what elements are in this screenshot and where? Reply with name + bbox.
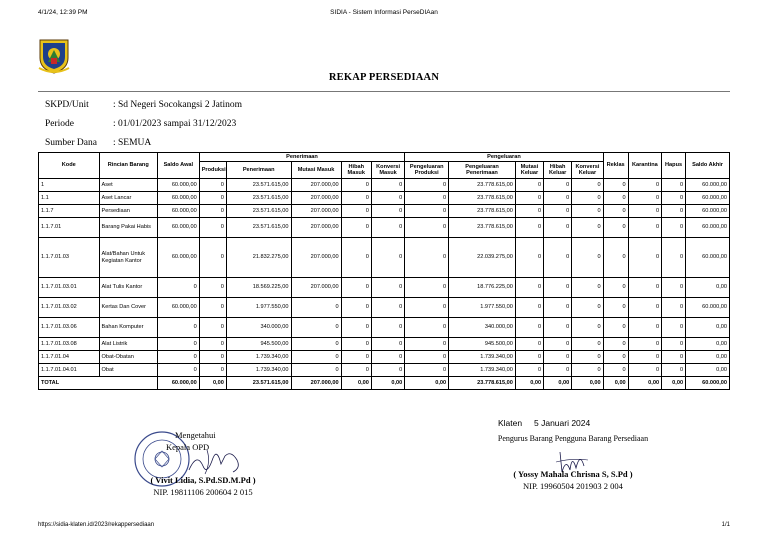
table-row: [39, 278, 730, 298]
signature-left-icon: [185, 446, 245, 478]
header-penerimaan: Penerimaan: [226, 162, 291, 179]
cell-rincian: Bahan Komputer: [99, 318, 157, 338]
cell-value: 0: [628, 205, 661, 218]
table-row: [39, 238, 730, 278]
cell-value: 340.000,00: [226, 318, 291, 338]
cell-total-value: 23.778.615,00: [449, 377, 516, 390]
cell-value: 60.000,00: [686, 298, 730, 318]
cell-value: 0: [628, 238, 661, 278]
cell-value: 340.000,00: [449, 318, 516, 338]
cell-value: 0: [371, 179, 404, 192]
info-label: Periode: [45, 119, 75, 129]
cell-value: 0: [515, 298, 543, 318]
cell-value: 0: [544, 318, 572, 338]
info-sumber-dana: [45, 138, 151, 148]
cell-value: 0: [544, 238, 572, 278]
header-pengeluaran-penerimaan: Pengeluaran Penerimaan: [449, 162, 516, 179]
cell-value: 0: [405, 364, 449, 377]
cell-total-value: 0,00: [544, 377, 572, 390]
info-label: SKPD/Unit: [45, 100, 89, 110]
header-group-pengeluaran: Pengeluaran: [405, 153, 603, 162]
cell-value: 60.000,00: [157, 192, 199, 205]
header-mutasi-keluar: Mutasi Keluar: [515, 162, 543, 179]
sig-left-nip: NIP. 19811106 200604 2 015: [153, 487, 253, 497]
cell-value: 0: [572, 218, 603, 238]
cell-value: 23.571.615,00: [226, 218, 291, 238]
sig-left-line2: Kepala OPD: [166, 442, 210, 452]
cell-value: 0: [157, 351, 199, 364]
cell-value: 0: [157, 364, 199, 377]
cell-value: 0: [662, 298, 686, 318]
cell-value: 0: [515, 205, 543, 218]
cell-value: 0: [199, 238, 226, 278]
table-row: [39, 364, 730, 377]
cell-total-value: 207.000,00: [291, 377, 341, 390]
header-konversi-keluar: Konversi Keluar: [572, 162, 603, 179]
table-row: [39, 192, 730, 205]
cell-value: 0: [341, 179, 371, 192]
cell-kode: 1.1: [39, 192, 100, 205]
cell-value: 0: [572, 278, 603, 298]
cell-total-value: 0,00: [515, 377, 543, 390]
cell-value: 0: [662, 218, 686, 238]
cell-value: 0: [572, 192, 603, 205]
cell-value: 0: [603, 318, 628, 338]
header-hapus: Hapus: [662, 153, 686, 179]
cell-value: 23.571.615,00: [226, 205, 291, 218]
cell-value: 207.000,00: [291, 238, 341, 278]
cell-value: 23.778.615,00: [449, 205, 516, 218]
info-periode: [45, 119, 236, 129]
cell-value: 0: [572, 338, 603, 351]
cell-value: 0: [515, 364, 543, 377]
cell-value: 0: [515, 179, 543, 192]
cell-value: 60.000,00: [686, 238, 730, 278]
cell-value: 0: [544, 338, 572, 351]
cell-value: 0: [341, 238, 371, 278]
cell-value: 0: [405, 351, 449, 364]
cell-rincian: Aset Lancar: [99, 192, 157, 205]
cell-value: 1.739.340,00: [449, 364, 516, 377]
cell-value: 945.500,00: [449, 338, 516, 351]
cell-value: 0: [515, 351, 543, 364]
cell-value: 0: [603, 364, 628, 377]
cell-value: 0: [662, 179, 686, 192]
cell-value: 23.571.615,00: [226, 192, 291, 205]
cell-total-value: 60.000,00: [686, 377, 730, 390]
cell-kode: 1.1.7.01.04.01: [39, 364, 100, 377]
cell-value: 22.039.275,00: [449, 238, 516, 278]
cell-value: 0: [157, 278, 199, 298]
cell-value: 1.739.340,00: [226, 351, 291, 364]
cell-value: 60.000,00: [157, 218, 199, 238]
cell-value: 60.000,00: [157, 205, 199, 218]
cell-value: 0: [544, 179, 572, 192]
sig-right-name: ( Yossy Mahala Chrisna S, S.Pd ): [513, 469, 633, 479]
cell-value: 0: [405, 218, 449, 238]
table-row: [39, 205, 730, 218]
cell-value: 0: [572, 205, 603, 218]
cell-rincian: Kertas Dan Cover: [99, 298, 157, 318]
cell-value: 0: [405, 238, 449, 278]
cell-value: 0: [341, 351, 371, 364]
cell-value: 1.977.550,00: [449, 298, 516, 318]
cell-value: 0: [603, 205, 628, 218]
cell-value: 0: [515, 238, 543, 278]
header-saldo-akhir: Saldo Akhir: [686, 153, 730, 179]
sig-right-role: Pengurus Barang Pengguna Barang Persediaan: [497, 434, 649, 443]
header-saldo-awal: Saldo Awal: [157, 153, 199, 179]
cell-value: 0: [199, 278, 226, 298]
cell-value: 23.778.615,00: [449, 179, 516, 192]
cell-value: 1.977.550,00: [226, 298, 291, 318]
table-row: [39, 218, 730, 238]
cell-total-value: 0,00: [199, 377, 226, 390]
cell-value: 0: [371, 218, 404, 238]
table-total-row: [39, 377, 730, 390]
header-produksi: Produksi: [199, 162, 226, 179]
cell-value: 0: [199, 318, 226, 338]
cell-value: 0: [371, 364, 404, 377]
cell-value: 0: [544, 298, 572, 318]
cell-value: 0: [199, 351, 226, 364]
cell-value: 0: [603, 218, 628, 238]
rekap-table: [38, 152, 730, 390]
rekap-table-body: [39, 179, 730, 390]
cell-value: 0: [371, 338, 404, 351]
cell-value: 0: [628, 218, 661, 238]
cell-total-value: 60.000,00: [157, 377, 199, 390]
sig-right-date: 5 Januari 2024: [534, 418, 591, 428]
cell-value: 0: [572, 318, 603, 338]
info-label: Sumber Dana: [45, 138, 97, 148]
cell-value: 0: [341, 192, 371, 205]
print-url: https://sidia-klaten.id/2023/rekappersediaan: [38, 522, 155, 528]
cell-value: 207.000,00: [291, 192, 341, 205]
cell-kode: 1.1.7.01.03.02: [39, 298, 100, 318]
cell-value: 0: [341, 205, 371, 218]
cell-value: 0: [341, 364, 371, 377]
cell-value: 0: [515, 318, 543, 338]
cell-value: 0: [291, 364, 341, 377]
cell-value: 18.569.225,00: [226, 278, 291, 298]
cell-value: 207.000,00: [291, 179, 341, 192]
print-page-number: 1/1: [721, 522, 730, 528]
header-mutasi-masuk: Mutasi Masuk: [291, 162, 341, 179]
cell-value: 0: [515, 278, 543, 298]
cell-total-value: 0,00: [662, 377, 686, 390]
cell-kode: 1.1.7.01: [39, 218, 100, 238]
cell-value: 0: [371, 318, 404, 338]
cell-rincian: Alat/Bahan Untuk Kegiatan Kantor: [99, 238, 157, 278]
cell-value: 0: [603, 351, 628, 364]
header-karantina: Karantina: [628, 153, 661, 179]
cell-value: 0: [371, 298, 404, 318]
cell-value: 60.000,00: [686, 179, 730, 192]
cell-value: 0,00: [686, 318, 730, 338]
cell-kode: 1.1.7.01.03.01: [39, 278, 100, 298]
cell-value: 0: [405, 179, 449, 192]
cell-value: 0: [515, 338, 543, 351]
cell-value: 0: [628, 364, 661, 377]
cell-value: 1.739.340,00: [449, 351, 516, 364]
cell-value: 0: [544, 218, 572, 238]
table-row: [39, 351, 730, 364]
cell-value: 0: [572, 364, 603, 377]
cell-value: 0: [341, 298, 371, 318]
cell-value: 0: [662, 364, 686, 377]
cell-rincian: Aset: [99, 179, 157, 192]
cell-value: 0: [371, 205, 404, 218]
cell-total-value: 0,00: [603, 377, 628, 390]
header-pengeluaran-produksi: Pengeluaran Produksi: [405, 162, 449, 179]
cell-value: 207.000,00: [291, 278, 341, 298]
cell-value: 0: [544, 192, 572, 205]
cell-value: 60.000,00: [686, 192, 730, 205]
cell-value: 60.000,00: [157, 179, 199, 192]
cell-value: 207.000,00: [291, 218, 341, 238]
info-value: : 01/01/2023 sampai 31/12/2023: [113, 119, 237, 129]
cell-value: 0: [199, 338, 226, 351]
title-divider: [38, 91, 730, 92]
cell-value: 0: [603, 192, 628, 205]
table-row: [39, 179, 730, 192]
cell-value: 0: [371, 192, 404, 205]
cell-rincian: Alat Tulis Kantor: [99, 278, 157, 298]
cell-value: 0: [405, 192, 449, 205]
cell-value: 60.000,00: [157, 298, 199, 318]
info-value: : SEMUA: [113, 138, 152, 148]
cell-value: 23.778.615,00: [449, 218, 516, 238]
cell-value: 0: [157, 318, 199, 338]
cell-value: 0: [291, 351, 341, 364]
cell-value: 0: [341, 218, 371, 238]
cell-value: 0: [157, 338, 199, 351]
sig-left-line1: Mengetahui: [175, 430, 216, 440]
cell-value: 0: [572, 298, 603, 318]
cell-total-value: 23.571.615,00: [226, 377, 291, 390]
cell-value: 0: [341, 338, 371, 351]
cell-value: 18.776.225,00: [449, 278, 516, 298]
header-kode: Kode: [39, 153, 100, 179]
sig-left-name: ( Vivit Lidia, S.Pd.SD.M.Pd ): [150, 475, 256, 485]
cell-value: 0: [662, 338, 686, 351]
cell-value: 0: [628, 351, 661, 364]
cell-value: 0: [662, 278, 686, 298]
cell-value: 0: [199, 192, 226, 205]
cell-value: 0,00: [686, 278, 730, 298]
cell-rincian: Obat-Obatan: [99, 351, 157, 364]
cell-value: 945.500,00: [226, 338, 291, 351]
cell-kode: 1.1.7.01.04: [39, 351, 100, 364]
cell-total-label: TOTAL: [39, 377, 158, 390]
cell-value: 0: [341, 278, 371, 298]
cell-value: 0: [628, 192, 661, 205]
cell-total-value: 0,00: [405, 377, 449, 390]
cell-value: 0: [572, 179, 603, 192]
cell-value: 1.739.340,00: [226, 364, 291, 377]
cell-value: 60.000,00: [686, 218, 730, 238]
header-rincian: Rincian Barang: [99, 153, 157, 179]
cell-value: 0: [662, 205, 686, 218]
print-page-title: SIDIA - Sistem Informasi PerseDIAan: [330, 9, 438, 16]
cell-value: 0: [662, 351, 686, 364]
cell-value: 0: [628, 298, 661, 318]
cell-value: 0: [199, 205, 226, 218]
cell-total-value: 0,00: [341, 377, 371, 390]
cell-value: 0: [371, 278, 404, 298]
cell-kode: 1.1.7.01.03.08: [39, 338, 100, 351]
klaten-emblem-logo: [38, 38, 70, 74]
cell-value: 0: [572, 238, 603, 278]
cell-value: 0: [628, 318, 661, 338]
cell-value: 0: [199, 364, 226, 377]
header-hibah-keluar: Hibah Keluar: [544, 162, 572, 179]
header-hibah-masuk: Hibah Masuk: [341, 162, 371, 179]
cell-value: 0,00: [686, 351, 730, 364]
header-konversi-masuk: Konversi Masuk: [371, 162, 404, 179]
cell-value: 0: [341, 318, 371, 338]
cell-total-value: 0,00: [628, 377, 661, 390]
cell-value: 23.571.615,00: [226, 179, 291, 192]
cell-rincian: Alat Listrik: [99, 338, 157, 351]
table-row: [39, 298, 730, 318]
table-row: [39, 338, 730, 351]
cell-value: 0: [405, 318, 449, 338]
cell-value: 0: [405, 298, 449, 318]
cell-value: 0: [628, 278, 661, 298]
cell-rincian: Persediaan: [99, 205, 157, 218]
cell-value: 0: [291, 318, 341, 338]
cell-kode: 1.1.7: [39, 205, 100, 218]
cell-value: 23.778.615,00: [449, 192, 516, 205]
cell-value: 0,00: [686, 364, 730, 377]
cell-kode: 1: [39, 179, 100, 192]
cell-value: 0: [199, 218, 226, 238]
cell-value: 0: [662, 192, 686, 205]
cell-value: 0: [544, 364, 572, 377]
cell-value: 60.000,00: [686, 205, 730, 218]
cell-value: 207.000,00: [291, 205, 341, 218]
cell-value: 0: [662, 238, 686, 278]
cell-value: 60.000,00: [157, 238, 199, 278]
cell-value: 0: [603, 179, 628, 192]
cell-value: 0: [603, 278, 628, 298]
cell-value: 0: [199, 298, 226, 318]
sig-right-place: Klaten: [498, 418, 523, 428]
header-group-penerimaan: Penerimaan: [199, 153, 405, 162]
header-reklas: Reklas: [603, 153, 628, 179]
cell-value: 0: [603, 298, 628, 318]
info-skpd: [45, 100, 242, 110]
cell-kode: 1.1.7.01.03: [39, 238, 100, 278]
cell-value: 0: [603, 238, 628, 278]
cell-value: 0: [405, 278, 449, 298]
cell-kode: 1.1.7.01.03.06: [39, 318, 100, 338]
cell-rincian: Barang Pakai Habis: [99, 218, 157, 238]
cell-value: 0: [515, 218, 543, 238]
print-datetime: 4/1/24, 12:39 PM: [38, 9, 88, 16]
cell-value: 0: [199, 179, 226, 192]
cell-value: 0,00: [686, 338, 730, 351]
cell-total-value: 0,00: [572, 377, 603, 390]
report-title: REKAP PERSEDIAAN: [328, 72, 440, 83]
cell-value: 0: [572, 351, 603, 364]
cell-value: 0: [628, 179, 661, 192]
cell-value: 21.832.275,00: [226, 238, 291, 278]
cell-value: 0: [662, 318, 686, 338]
cell-value: 0: [371, 238, 404, 278]
cell-value: 0: [544, 205, 572, 218]
cell-value: 0: [515, 192, 543, 205]
cell-value: 0: [544, 278, 572, 298]
cell-value: 0: [291, 298, 341, 318]
cell-value: 0: [405, 205, 449, 218]
cell-value: 0: [544, 351, 572, 364]
cell-total-value: 0,00: [371, 377, 404, 390]
info-value: : Sd Negeri Socokangsi 2 Jatinom: [113, 100, 243, 110]
cell-value: 0: [291, 338, 341, 351]
sig-right-nip: NIP. 19960504 201903 2 004: [523, 481, 623, 491]
cell-value: 0: [405, 338, 449, 351]
cell-value: 0: [371, 351, 404, 364]
cell-value: 0: [603, 338, 628, 351]
cell-value: 0: [628, 338, 661, 351]
cell-rincian: Obat: [99, 364, 157, 377]
table-row: [39, 318, 730, 338]
